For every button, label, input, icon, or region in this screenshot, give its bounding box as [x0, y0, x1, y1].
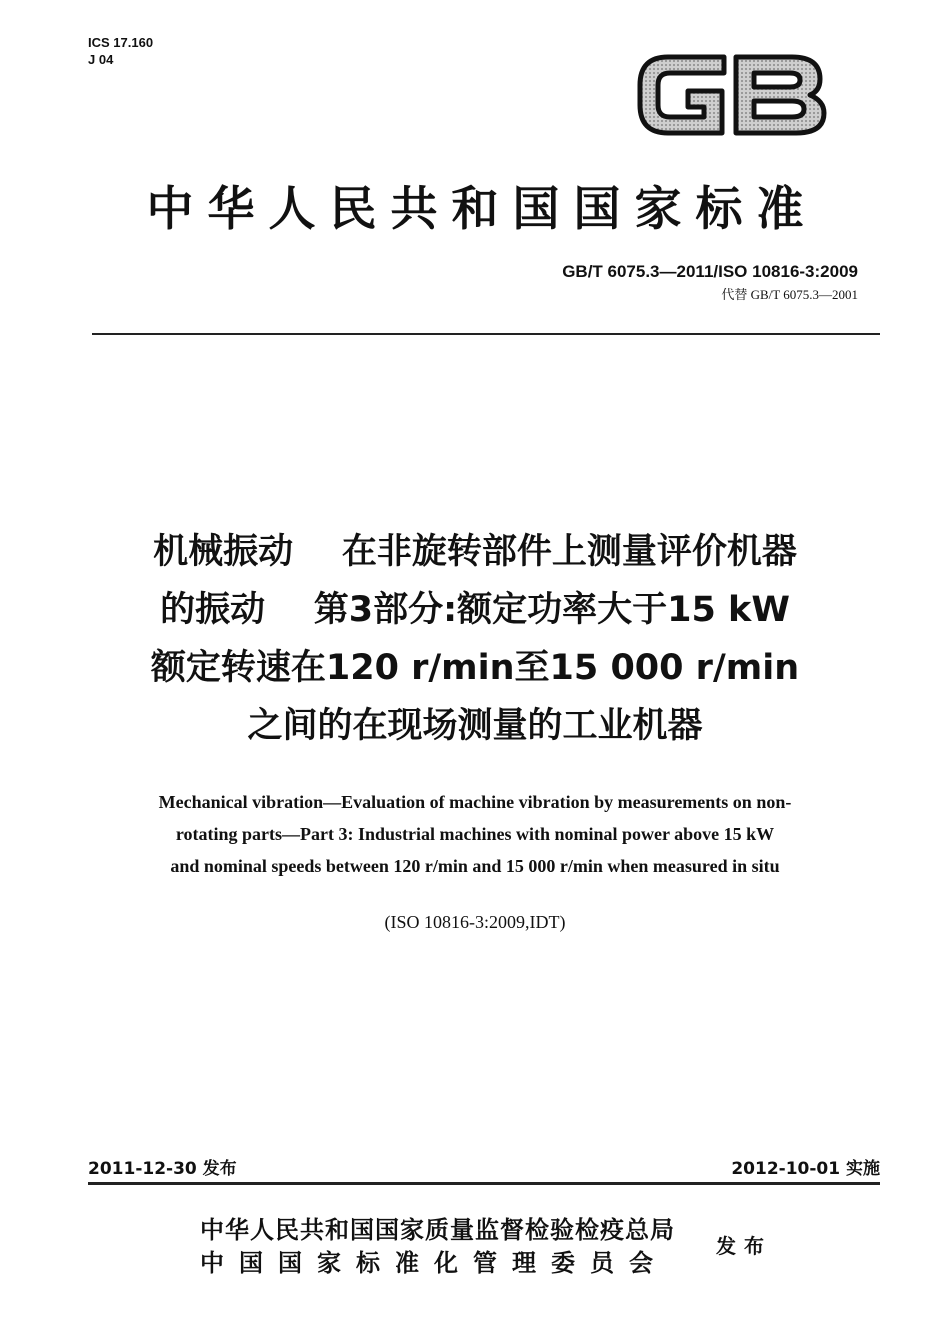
footer-divider — [88, 1182, 880, 1185]
issue-date: 2011-12-30 发布 — [88, 1159, 237, 1179]
publish-label: 发布 — [716, 1234, 772, 1258]
national-standard-title: 中华人民共和国国家标准 — [146, 182, 818, 237]
chinese-title-line: 额定转速在120 r/min至15 000 r/min — [150, 648, 800, 688]
english-title-line: Mechanical vibration—Evaluation of machine vibration by measurements on non- — [158, 792, 792, 812]
iso-equivalence: (ISO 10816-3:2009,IDT) — [384, 912, 566, 932]
implementation-date: 2012-10-01 实施 — [731, 1159, 880, 1179]
gb-logo — [632, 43, 832, 147]
replaces-standard: 代替 GB/T 6075.3—2001 — [721, 287, 858, 302]
standard-number: GB/T 6075.3—2011/ISO 10816-3:2009 — [562, 262, 858, 281]
ics-code: ICS 17.160 — [88, 35, 154, 50]
english-title — [0, 786, 950, 882]
classification-codes — [88, 34, 153, 68]
header-divider — [92, 333, 880, 335]
chinese-title-line: 的振动 第3部分:额定功率大于15 kW — [160, 590, 790, 630]
english-title-line: rotating parts—Part 3: Industrial machines with nominal power above 15 kW — [175, 824, 775, 844]
chinese-title — [0, 523, 950, 755]
english-title-line: and nominal speeds between 120 r/min and 15 000 r/min when measured in situ — [170, 856, 780, 876]
chinese-title-line: 之间的在现场测量的工业机器 — [247, 706, 703, 746]
ccs-code: J 04 — [88, 52, 114, 67]
chinese-title-line: 机械振动 在非旋转部件上测量评价机器 — [153, 532, 797, 572]
issuer-aqsiq: 中华人民共和国国家质量监督检验检疫总局 — [200, 1215, 675, 1244]
issuer-sac: 中国国家标准化管理委员会 — [200, 1248, 668, 1277]
